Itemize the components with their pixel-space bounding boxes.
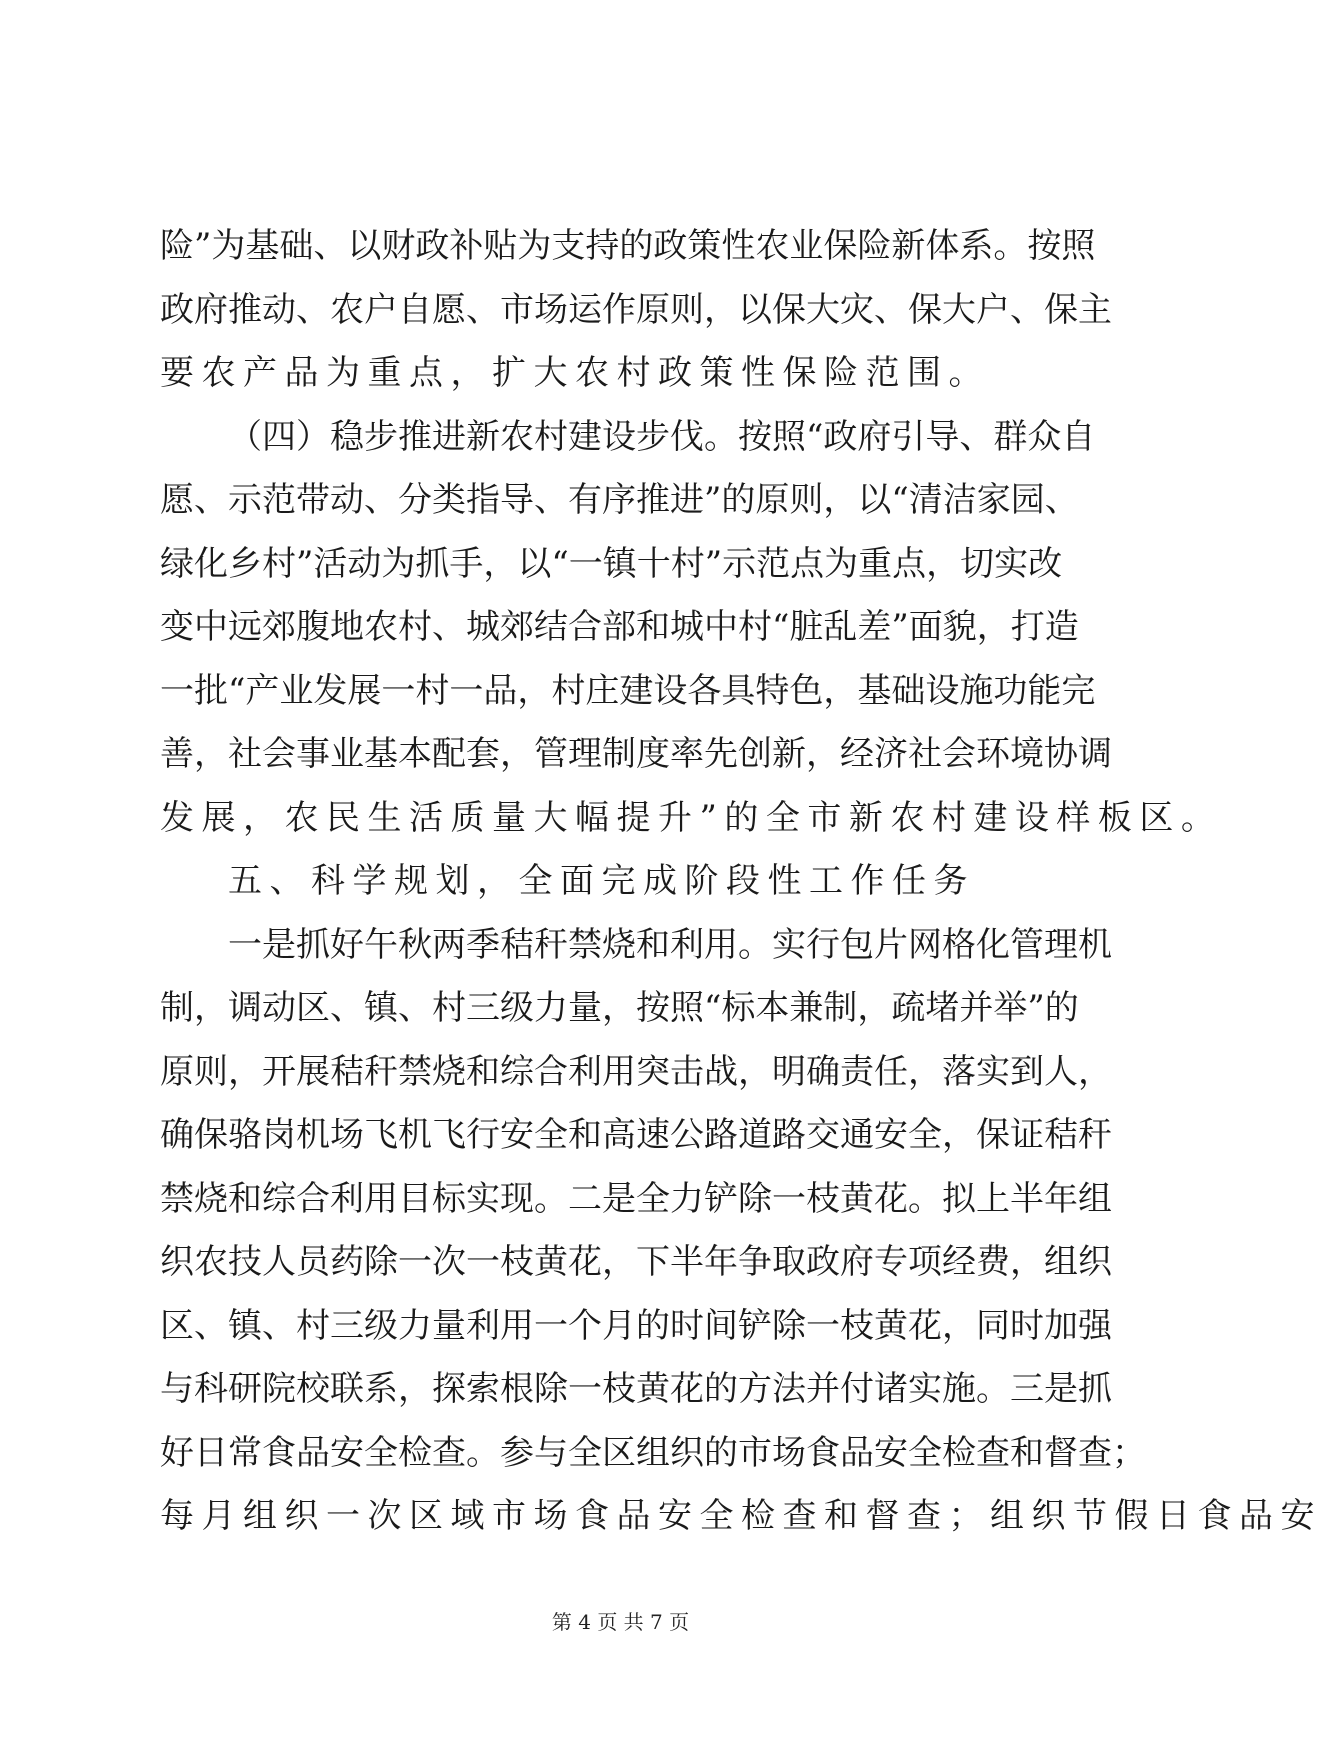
text-line: 险”为基础、以财政补贴为支持的政策性农业保险新体系。按照 — [160, 226, 1096, 266]
text-line: 政府推动、农户自愿、市场运作原则，以保大灾、保大户、保主 — [160, 290, 1112, 330]
text-line: 织农技人员药除一次一枝黄花，下半年争取政府专项经费，组织 — [160, 1242, 1112, 1282]
text-line: 愿、示范带动、分类指导、有序推进”的原则，以“清洁家园、 — [160, 480, 1079, 520]
text-line: 区、镇、村三级力量利用一个月的时间铲除一枝黄花，同时加强 — [160, 1306, 1112, 1346]
text-line: 善，社会事业基本配套，管理制度率先创新，经济社会环境协调 — [160, 734, 1112, 774]
text-line: 一批“产业发展一村一品，村庄建设各具特色，基础设施功能完 — [160, 671, 1096, 711]
text-line: 每月组织一次区域市场食品安全检查和督查；组织节假日食品安 — [160, 1496, 1322, 1536]
text-line: 确保骆岗机场飞机飞行安全和高速公路道路交通安全，保证秸秆 — [160, 1115, 1112, 1155]
text-line: 要农产品为重点，扩大农村政策性保险范围。 — [160, 353, 990, 393]
text-line: 发展，农民生活质量大幅提升”的全市新农村建设样板区。 — [160, 798, 1223, 838]
text-line: 禁烧和综合利用目标实现。二是全力铲除一枝黄花。拟上半年组 — [160, 1179, 1112, 1219]
text-line: 原则，开展秸秆禁烧和综合利用突击战，明确责任，落实到人， — [160, 1052, 1112, 1092]
text-line: 好日常食品安全检查。参与全区组织的市场食品安全检查和督查； — [160, 1433, 1146, 1473]
page-number-footer: 第 4 页 共 7 页 — [551, 1610, 690, 1634]
text-line: 与科研院校联系，探索根除一枝黄花的方法并付诸实施。三是抓 — [160, 1369, 1112, 1409]
text-line: （四）稳步推进新农村建设步伐。按照“政府引导、群众自 — [228, 417, 1096, 457]
text-line: 五、科学规划，全面完成阶段性工作任务 — [228, 861, 975, 901]
text-line: 绿化乡村”活动为抓手，以“一镇十村”示范点为重点，切实改 — [160, 544, 1063, 584]
text-line: 一是抓好午秋两季秸秆禁烧和利用。实行包片网格化管理机 — [228, 925, 1112, 965]
text-line: 变中远郊腹地农村、城郊结合部和城中村“脏乱差”面貌，打造 — [160, 607, 1079, 647]
text-line: 制，调动区、镇、村三级力量，按照“标本兼制，疏堵并举”的 — [160, 988, 1079, 1028]
